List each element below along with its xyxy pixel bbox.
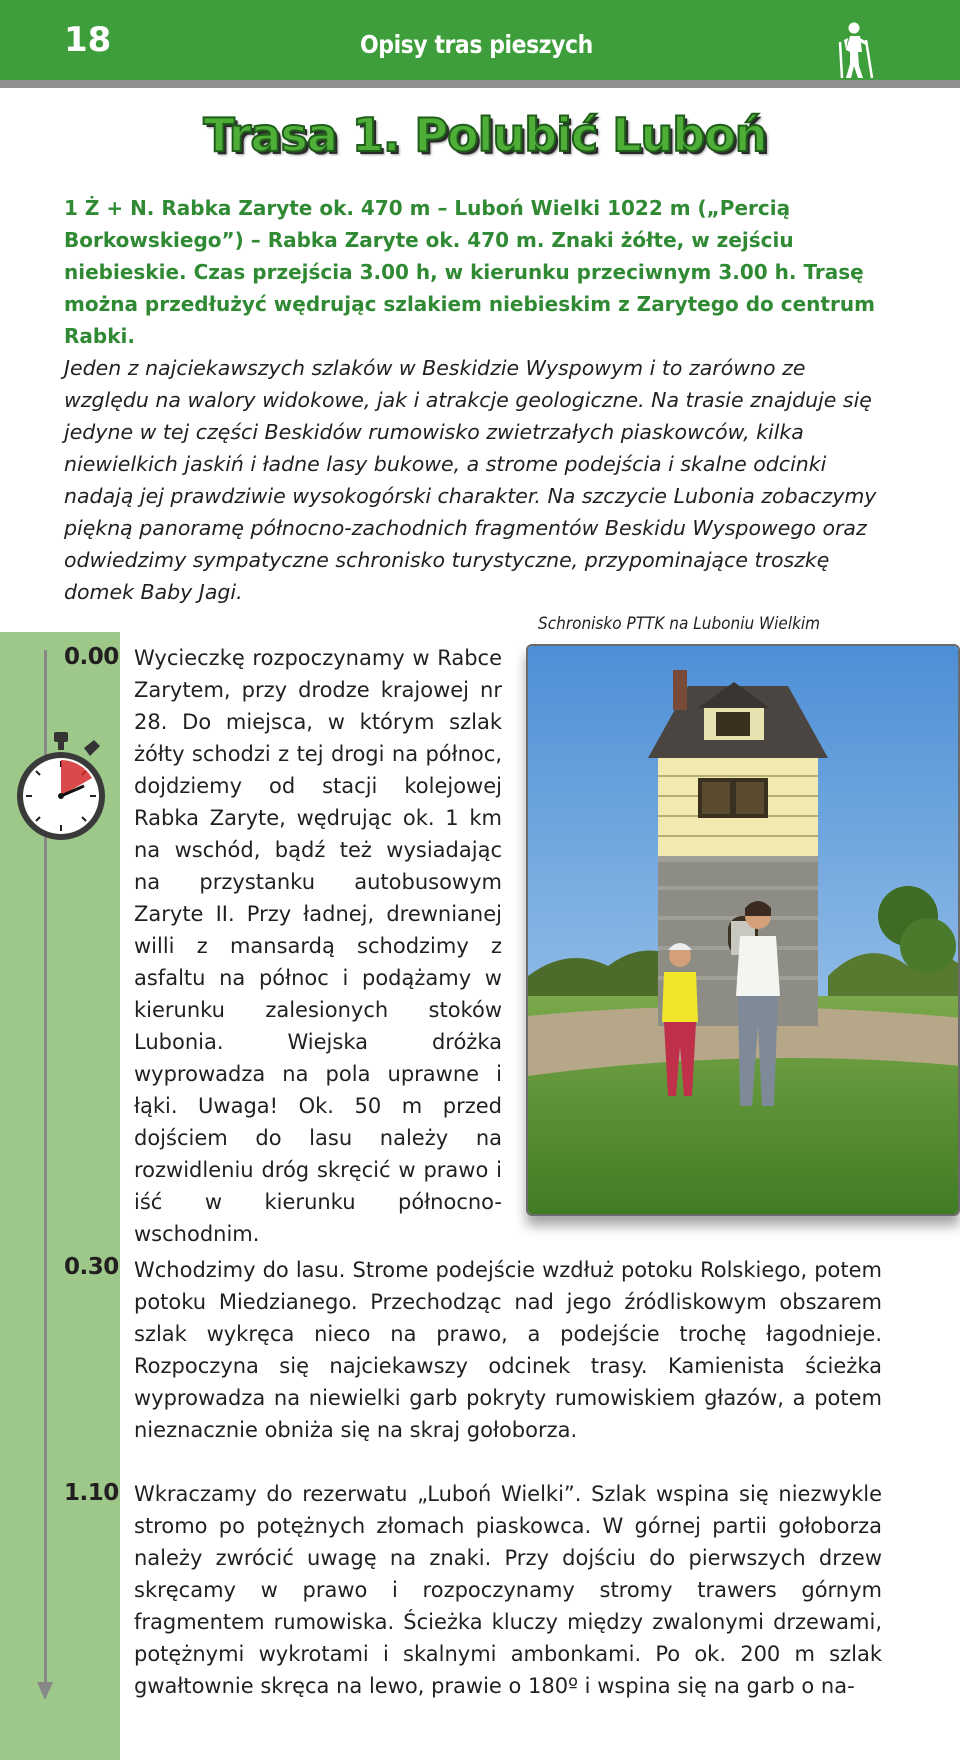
stopwatch-icon xyxy=(14,730,108,844)
route-intro: Jeden z najciekawszych szlaków w Beskidzie Wyspowym i to zarówno ze względu na walory widokowe, jak i atrakcje geologiczne. Na trasie znajduje się jedyne w tej części Beskidów rumowisko zwietrzałych piaskowców, kilka niewielkich jaskiń i ładne lasy bukowe, a strome podejścia i skalne odcinki nadają jej prawdziwie wysokogórski charakter. Na szczycie Lubonia zobaczymy piękną panoramę północno-zachodnich fragmentów Beskidu Wyspowego oraz odwiedzimy sympatyczne schronisko turystyczne, przypominające troszkę domek Baby Jagi. xyxy=(64,356,877,604)
section-text-0: Wycieczkę rozpoczynamy w Rabce Zarytem, przy drodze krajowej nr 28. Do miejsca, w którym szlak żółty schodzi z tej drogi na północ, dojdziemy od stacji kolejowej Rabka Zaryte, wędrując ok. 1 km na wschód, bądź też wysiadając na przystanku autobusowym Zaryte II. Przy ładnej, drewnianej willi z mansardą schodzimy z asfaltu na północ i podążamy w kierunku zalesionych stoków Lubonia. Wiejska dróżka wyprowadza na pola uprawne i łąki. Uwaga! Ok. 50 m przed dojściem do lasu należy na rozwidleniu dróg skręcić w prawo i iść w kierunku północno-wschodnim. xyxy=(134,646,502,1246)
route-summary: 1 Ż + N. Rabka Zaryte ok. 470 m – Luboń Wielki 1022 m („Percią Borkowskiego”) – Rabka Zaryte ok. 470 m. Znaki żółte, w zejściu niebieskie. Czas przejścia 3.00 h, w kierunku przeciwnym 3.00 h. Trasę można przedłużyć wędrując szlakiem niebieskim z Zarytego do centrum Rabki. xyxy=(64,196,875,348)
time-mark-1: 0.30 xyxy=(64,1254,119,1280)
section-text-1: Wchodzimy do lasu. Strome podejście wzdłuż potoku Rolskiego, potem potoku Miedzianego. Przechodząc nad jego źródliskowym obszarem szlak wykręca nieco na prawo, a podejście trochę łagodnieje. Rozpoczyna się najciekawszy odcinek trasy. Kamienista ścieżka wyprowadza na niewielki garb pokryty rumowiskiem głazów, a potem nieznacznie obniża się na skraj gołoborza. xyxy=(134,1258,882,1442)
section-title: Opisy tras pieszych xyxy=(360,30,593,59)
timeline-arrow-icon xyxy=(37,1682,53,1700)
time-mark-2: 1.10 xyxy=(64,1480,119,1506)
photo-caption: Schronisko PTTK na Luboniu Wielkim xyxy=(538,614,821,634)
section-text-2: Wkraczamy do rezerwatu „Luboń Wielki”. Szlak wspina się niezwykle stromo po potężnych złomach piaskowca. W górnej partii gołoborza należy zwrócić uwagę na znaki. Przy dojściu do pierwszych drzew skręcamy w prawo i rozpoczynamy stromy trawers górnym fragmentem rumowiska. Ścieżka kluczy między zwalonymi drzewami, potężnymi wykrotami i skalnymi ambonkami. Po ok. 200 m szlak gwałtownie skręca na lewo, prawie o 180º i wspina się na garb o na- xyxy=(134,1482,882,1698)
page-number: 18 xyxy=(64,20,112,60)
hiker-icon xyxy=(832,20,878,80)
route-title: Trasa 1. Polubić Luboń xyxy=(203,108,767,162)
shelter-photo xyxy=(526,644,960,1216)
time-mark-0: 0.00 xyxy=(64,644,119,670)
page-header xyxy=(0,0,960,84)
header-divider xyxy=(0,80,960,88)
